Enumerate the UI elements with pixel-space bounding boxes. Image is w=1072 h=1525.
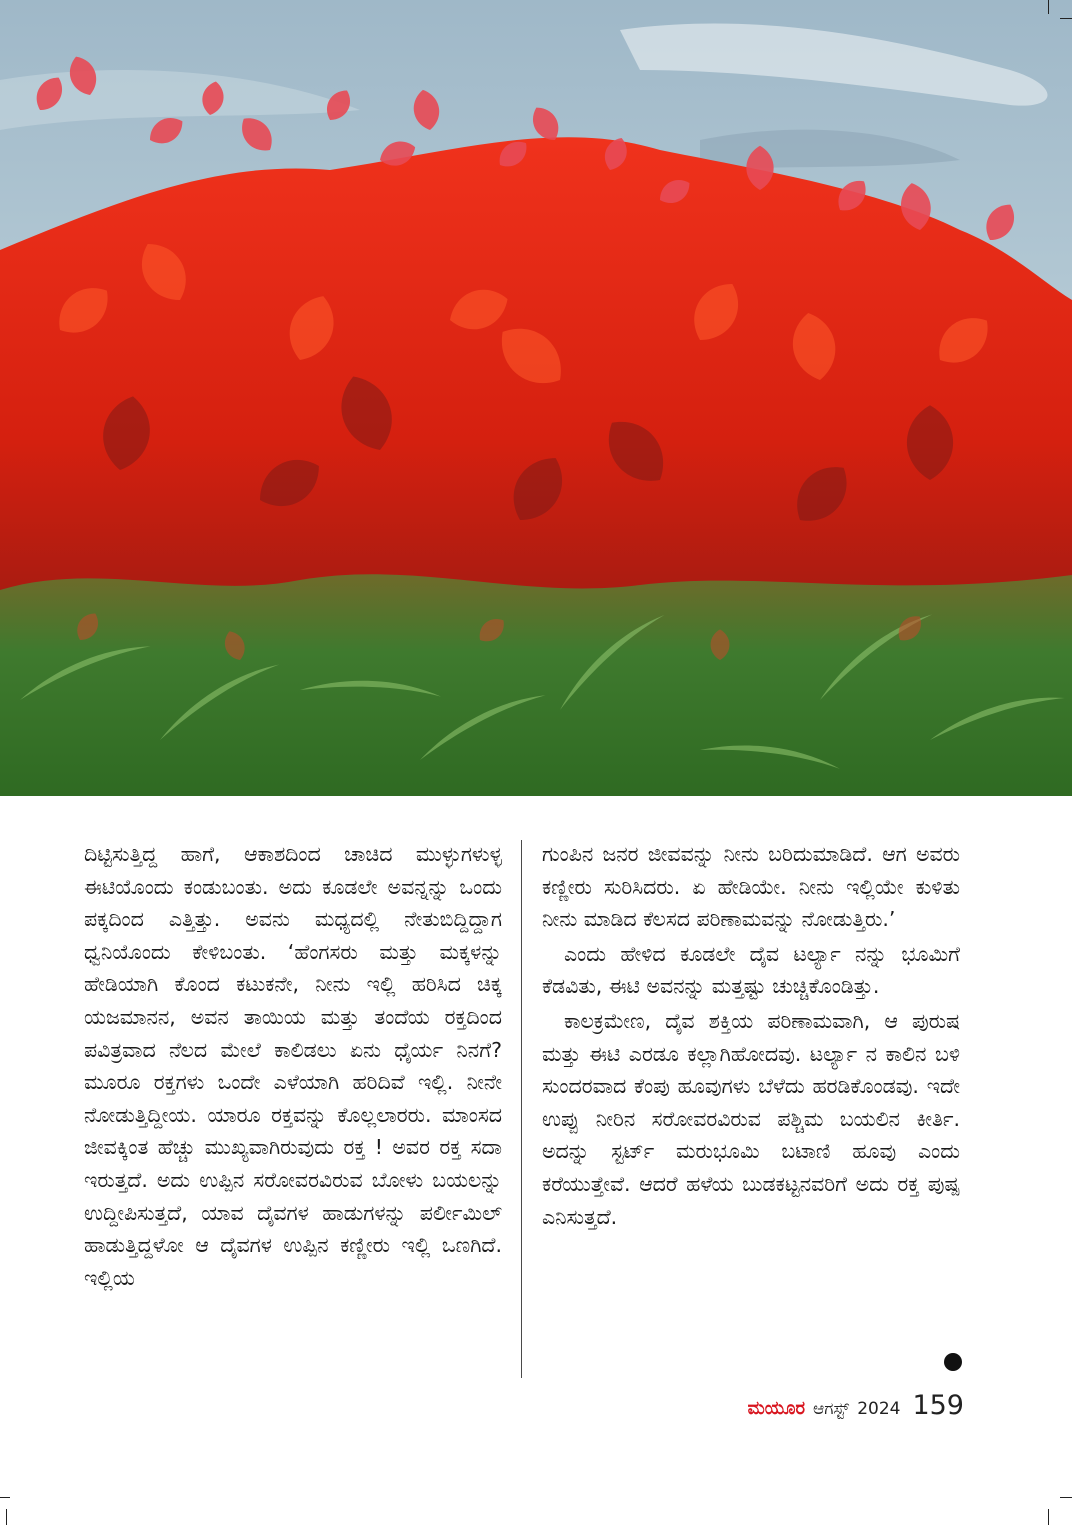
page-number: 159	[912, 1390, 964, 1421]
crop-mark	[6, 1509, 7, 1525]
paragraph: ದಿಟ್ಟಿಸುತ್ತಿದ್ದ ಹಾಗೆ, ಆಕಾಶದಿಂದ ಚಾಚಿದ ಮುಳ್ಳುಗಳುಳ್ಳ ಈಟಿಯೊಂದು ಕಂಡುಬಂತು. ಅದು ಕೂಡಲೇ ಅವನ್ನನ್ನು ಒಂದು ಪಕ್ಕದಿಂದ ಎತ್ತಿತ್ತು. ಅವನು ಮಧ್ಯದಲ್ಲಿ ನೇತುಬಿದ್ದಿದ್ದಾಗ ಧ್ವನಿಯೊಂದು ಕೇಳಿಬಂತು. ‘ಹೆಂಗಸರು ಮತ್ತು ಮಕ್ಕಳನ್ನು ಹೇಡಿಯಾಗಿ ಕೊಂದ ಕಟುಕನೇ, ನೀನು ಇಲ್ಲಿ ಹರಿಸಿದ ಚಿಕ್ಕ ಯಜಮಾನನ, ಅವನ ತಾಯಿಯ ಮತ್ತು ತಂದೆಯ ರಕ್ತದಿಂದ ಪವಿತ್ರವಾದ ನೆಲದ ಮೇಲೆ ಕಾಲಿಡಲು ಏನು ಧೈರ್ಯ ನಿನಗೆ? ಮೂರೂ ರಕ್ತಗಳು ಒಂದೇ ಎಳೆಯಾಗಿ ಹರಿದಿವೆ ಇಲ್ಲಿ. ನೀನೇ ನೋಡುತ್ತಿದ್ದೀಯ. ಯಾರೂ ರಕ್ತವನ್ನು ಕೊಲ್ಲಲಾರರು. ಮಾಂಸದ ಜೀವಕ್ಕಿಂತ ಹೆಚ್ಚು ಮುಖ್ಯವಾಗಿರುವುದು ರಕ್ತ ! ಅವರ ರಕ್ತ ಸದಾ ಇರುತ್ತದೆ. ಅದು ಉಪ್ಪಿನ ಸರೋವರವಿರುವ ಬೋಳು ಬಯಲನ್ನು ಉದ್ದೀಪಿಸುತ್ತದೆ, ಯಾವ ದೈವಗಳ ಹಾಡುಗಳನ್ನು ಪರ್ಲೀಮಿಲ್ ಹಾಡುತ್ತಿದ್ದಳೋ ಆ ದೈವಗಳ ಉಪ್ಪಿನ ಕಣ್ಣೀರು ಇಲ್ಲಿ ಒಣಗಿದೆ. ಇಲ್ಲಿಯ	[84, 842, 502, 1290]
column-divider	[521, 840, 522, 1378]
issue-year: 2024	[857, 1399, 901, 1419]
crop-mark	[1060, 18, 1072, 19]
crop-mark	[0, 1497, 10, 1498]
article-column-left	[84, 838, 502, 1294]
green-foliage	[0, 574, 1072, 796]
paragraph: ಕಾಲಕ್ರಮೇಣ, ದೈವ ಶಕ್ತಿಯ ಪರಿಣಾಮವಾಗಿ, ಆ ಪುರುಷ ಮತ್ತು ಈಟಿ ಎರಡೂ ಕಲ್ಲಾಗಿಹೋದವು. ಟರ್ಲ್ಯಾ ನ ಕಾಲಿನ ಬಳಿ ಸುಂದರವಾದ ಕೆಂಪು ಹೂವುಗಳು ಬೆಳೆದು ಹರಡಿಕೊಂಡವು. ಇದೇ ಉಪ್ಪು ನೀರಿನ ಸರೋವರವಿರುವ ಪಶ್ಚಿಮ ಬಯಲಿನ ಕೀರ್ತಿ. ಅದನ್ನು ಸ್ಟರ್ಟ್ ಮರುಭೂಮಿ ಬಟಾಣಿ ಹೂವು ಎಂದು ಕರೆಯುತ್ತೇವೆ. ಆದರೆ ಹಳೆಯ ಬುಡಕಟ್ಟನವರಿಗೆ ಅದು ರಕ್ತ ಪುಷ್ಪ ಎನಿಸುತ್ತದೆ.	[542, 1008, 960, 1229]
paragraph: ಗುಂಪಿನ ಜನರ ಜೀವವನ್ನು ನೀನು ಬರಿದುಮಾಡಿದೆ. ಆಗ ಅವರು ಕಣ್ಣೀರು ಸುರಿಸಿದರು. ಏ ಹೇಡಿಯೇ. ನೀನು ಇಲ್ಲಿಯೇ ಕುಳಿತು ನೀನು ಮಾಡಿದ ಕೆಲಸದ ಪರಿಣಾಮವನ್ನು ನೋಡುತ್ತಿರು.’	[542, 842, 960, 932]
issue-month: ಆಗಸ್ಟ್	[813, 1399, 850, 1419]
crop-mark	[1048, 1509, 1049, 1525]
magazine-logo: ಮಯೂರ	[747, 1398, 805, 1419]
end-mark-icon	[944, 1353, 962, 1371]
crop-mark	[1060, 1497, 1072, 1498]
page-footer	[720, 1390, 964, 1430]
crop-mark	[1048, 0, 1049, 14]
paragraph: ಎಂದು ಹೇಳಿದ ಕೂಡಲೇ ದೈವ ಟರ್ಲ್ಯಾ ನನ್ನು ಭೂಮಿಗೆ ಕೆಡವಿತು, ಈಟಿ ಅವನನ್ನು ಮತ್ತಷ್ಟು ಚುಚ್ಚಿಕೊಂಡಿತ್ತು.	[542, 941, 960, 999]
article-column-right	[542, 838, 960, 1233]
